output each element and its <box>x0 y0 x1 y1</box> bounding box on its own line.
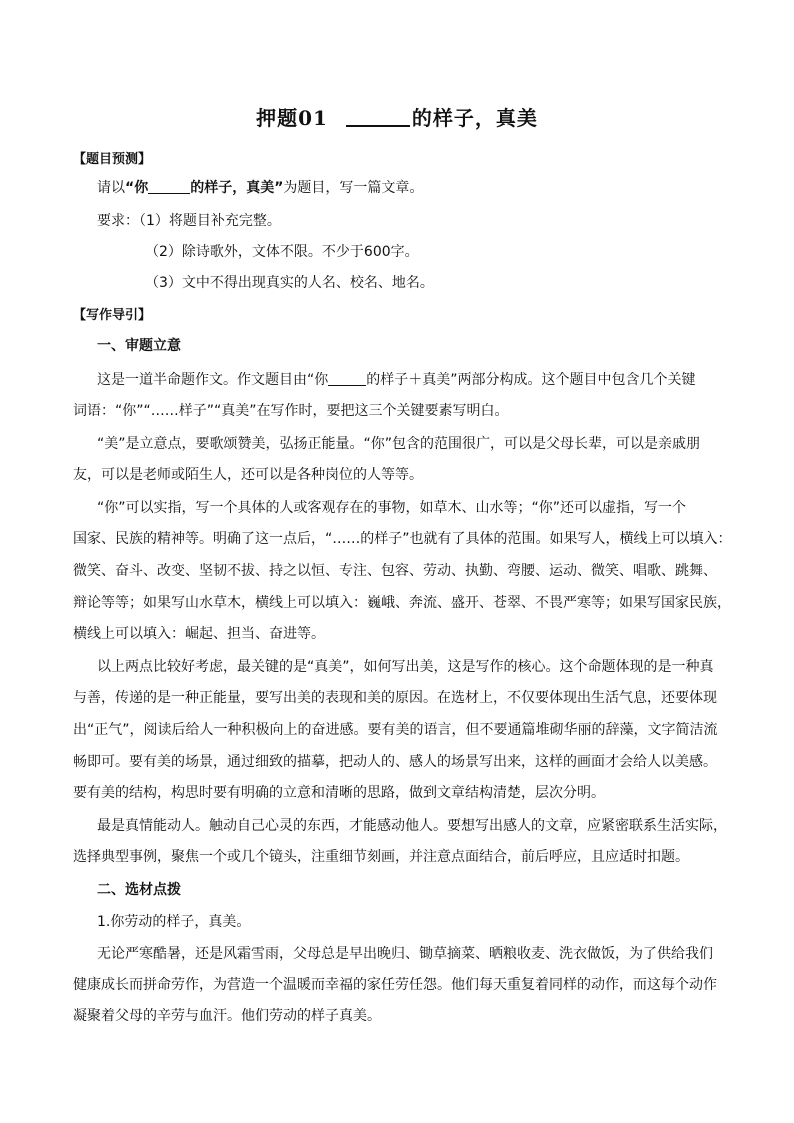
para6-line3: 凝聚着父母的辛劳与血汗。他们劳动的样子真美。 <box>73 1008 381 1024</box>
para2-line1: “美”是立意点，要歌颂赞美，弘扬正能量。“你”包含的范围很广，可以是父母长辈，可以是亲戚朋 <box>97 436 701 452</box>
para5-line1: 最是真情能动人。触动自己心灵的东西，才能感动他人。要想写出感人的文章，应紧密联系生活实际， <box>97 818 727 834</box>
heading-1: 一、审题立意 <box>97 338 181 354</box>
prompt-pre: 请以 <box>97 180 125 196</box>
para3-line5: 横线上可以填入：崛起、担当、奋进等。 <box>73 626 325 642</box>
para4-line4: 畅即可。要有美的场景，通过细致的描摹，把动人的、感人的场景写出来，这样的画面才会给人以美感。 <box>73 754 717 770</box>
section-predict: 【题目预测】 <box>73 152 152 167</box>
title-suffix: 的样子，真美 <box>411 106 538 130</box>
para3-line1: “你”可以实指，写一个具体的人或客观存在的事物，如草木、山水等；“你”还可以虚指，写一个 <box>97 500 687 516</box>
para1-line1-b: 的样子＋真美”两部分构成。这个题目中包含几个关键 <box>366 372 696 388</box>
prompt-line <box>97 177 423 197</box>
para1-line1-a: 这是一道半命题作文。作文题目由“你 <box>97 372 329 388</box>
para5-line2: 选择典型事例，聚焦一个或几个镜头，注重细节刻画，并注意点面结合，前后呼应，且应适时扣题。 <box>73 849 689 865</box>
para4-line2: 与善，传递的是一种正能量，要写出美的表现和美的原因。在选材上，不仅要体现出生活气息，还要体现 <box>73 690 717 706</box>
prompt-topic: 的样子，真美 <box>190 180 275 196</box>
para6-line2: 健康成长而拼命劳作，为营造一个温暖而幸福的家任劳任怨。他们每天重复着同样的动作，而这每个动作 <box>73 977 717 993</box>
prompt-blank <box>148 179 190 194</box>
heading-2: 二、选材点拨 <box>97 882 181 898</box>
section-guide: 【写作导引】 <box>73 308 152 323</box>
para3-line3: 微笑、奋斗、改变、坚韧不拔、持之以恒、专注、包容、劳动、执勤、弯腰、运动、微笑、唱歌、跳舞、 <box>73 563 717 579</box>
title-blank <box>346 107 410 127</box>
para4-line3: 出“正气”，阅读后给人一种积极向上的奋进感。要有美的语言，但不要通篇堆砌华丽的辞藻，文字简洁流 <box>73 722 718 738</box>
para4-line5: 要有美的结构，构思时要有明确的立意和清晰的思路，做到文章结构清楚，层次分明。 <box>73 785 605 801</box>
para6-line1: 无论严寒酷暑，还是风霜雪雨，父母总是早出晚归、锄草摘菜、晒粮收麦、洗衣做饭，为了供给我们 <box>97 946 713 962</box>
para4-line1: 以上两点比较好考虑，最关键的是“真美”，如何写出美，这是写作的核心。这个命题体现的是一种真 <box>97 659 714 675</box>
page-title <box>0 102 794 131</box>
requirement-label: 要求： <box>97 213 139 229</box>
title-prefix: 押题01 <box>256 106 328 130</box>
requirement-1 <box>97 210 281 230</box>
para2-line2: 友，可以是老师或陌生人，还可以是各种岗位的人等等。 <box>73 467 423 483</box>
para1-line2: 词语：“你”“……样子”“真美”在写作时，要把这三个关键要素写明白。 <box>73 403 509 419</box>
prompt-post: 为题目，写一篇文章。 <box>283 180 424 196</box>
requirement-1-text: （1）将题目补充完整。 <box>139 213 281 229</box>
prompt-quote-close: ” <box>274 180 284 196</box>
para3-line4: 辩论等等；如果写山水草木，横线上可以填入：巍峨、奔流、盛开、苍翠、不畏严寒等；如果写国家民族， <box>73 595 731 611</box>
requirement-2: （2）除诗歌外，文体不限。不少于600字。 <box>145 244 419 260</box>
subtopic-1: 1.你劳动的样子，真美。 <box>97 914 251 930</box>
requirement-3: （3）文中不得出现真实的人名、校名、地名。 <box>145 275 434 291</box>
prompt-quote-open: “你 <box>125 180 149 196</box>
para1-line1 <box>97 369 696 389</box>
para3-line2: 国家、民族的精神等。明确了这一点后，“……的样子”也就有了具体的范围。如果写人，横线上可以填入： <box>73 531 732 547</box>
para1-blank <box>328 371 366 386</box>
